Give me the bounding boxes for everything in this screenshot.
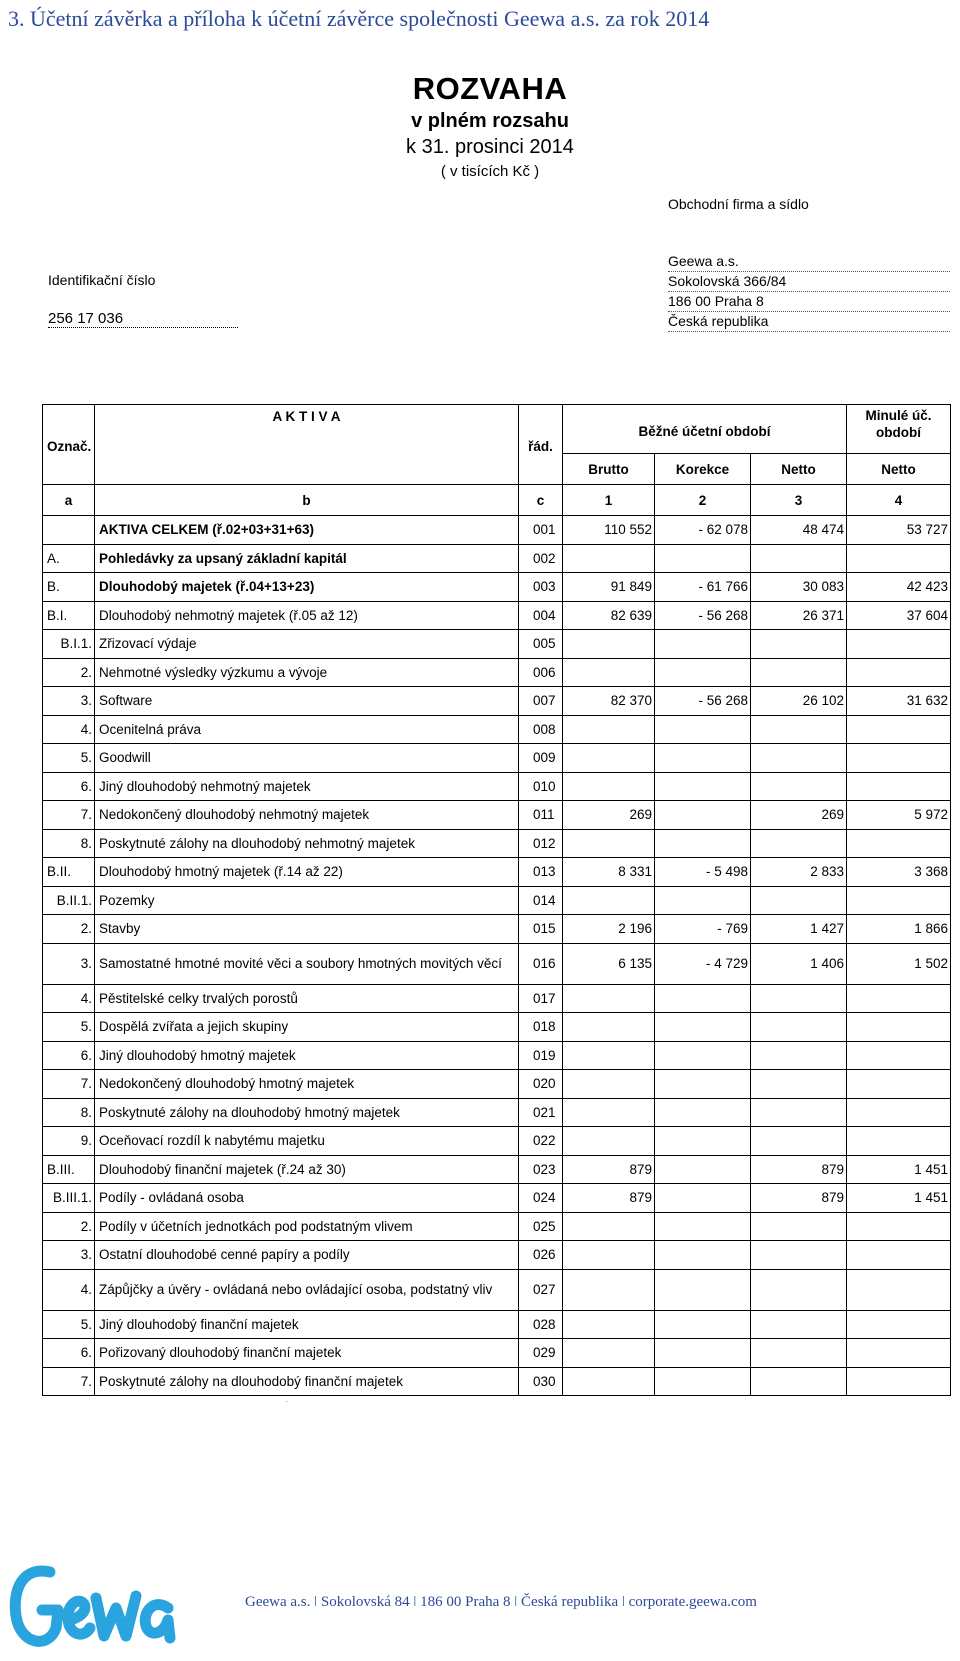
table-row — [43, 1310, 951, 1339]
table-row — [43, 1041, 951, 1070]
table-row — [43, 744, 951, 773]
row-number: 028 — [519, 1310, 563, 1339]
row-code: 5. — [43, 744, 95, 773]
row-number: 015 — [519, 915, 563, 944]
value-brutto — [563, 544, 655, 573]
value-netto — [751, 630, 847, 659]
row-number: 024 — [519, 1184, 563, 1213]
table-header-row-3 — [43, 485, 951, 516]
value-korekce — [655, 801, 751, 830]
row-description: Jiný dlouhodobý nehmotný majetek — [95, 772, 519, 801]
value-netto: 2 833 — [751, 858, 847, 887]
value-brutto: 2 196 — [563, 915, 655, 944]
table-row — [43, 544, 951, 573]
value-netto-prev — [847, 1212, 951, 1241]
table-row — [43, 1184, 951, 1213]
value-brutto: 91 849 — [563, 573, 655, 602]
row-description: Nedokončený dlouhodobý hmotný majetek — [95, 1070, 519, 1099]
row-code: 6. — [43, 772, 95, 801]
value-korekce — [655, 744, 751, 773]
row-description: Poskytnuté zálohy na dlouhodobý finanční majetek — [95, 1367, 519, 1396]
row-code: 5. — [43, 1013, 95, 1042]
row-description: Jiný dlouhodobý finanční majetek — [95, 1310, 519, 1339]
company-street: Sokolovská 366/84 — [668, 272, 950, 292]
value-netto — [751, 1212, 847, 1241]
value-netto — [751, 1310, 847, 1339]
row-description: Dospělá zvířata a jejich skupiny — [95, 1013, 519, 1042]
value-brutto — [563, 1013, 655, 1042]
table-row — [43, 715, 951, 744]
value-netto-prev — [847, 1098, 951, 1127]
value-netto: 30 083 — [751, 573, 847, 602]
header-minule: Minulé úč. období — [847, 405, 951, 454]
table-row — [43, 984, 951, 1013]
row-code: B.III.1. — [43, 1184, 95, 1213]
value-brutto: 879 — [563, 1155, 655, 1184]
header-col-4: 4 — [847, 485, 951, 516]
row-code: B. — [43, 573, 95, 602]
table-row — [43, 1269, 951, 1310]
page-footer: Geewa a.s. ǀ Sokolovská 84 ǀ 186 00 Praha 8 ǀ Česká republika ǀ corporate.geewa.com — [245, 1594, 757, 1610]
row-code: 4. — [43, 984, 95, 1013]
scan-artifact: · — [285, 1396, 289, 1407]
table-row — [43, 1339, 951, 1368]
header-bezne: Běžné účetní období — [563, 405, 847, 454]
table-row — [43, 658, 951, 687]
header-col-c: c — [519, 485, 563, 516]
company-country: Česká republika — [668, 312, 950, 332]
header-col-3: 3 — [751, 485, 847, 516]
value-korekce — [655, 1041, 751, 1070]
value-brutto — [563, 630, 655, 659]
value-korekce — [655, 1127, 751, 1156]
value-netto-prev: 53 727 — [847, 516, 951, 545]
table-row — [43, 1098, 951, 1127]
value-korekce — [655, 1013, 751, 1042]
table-row — [43, 573, 951, 602]
value-korekce: - 56 268 — [655, 687, 751, 716]
value-netto-prev — [847, 772, 951, 801]
value-korekce — [655, 1098, 751, 1127]
table-row — [43, 630, 951, 659]
value-brutto — [563, 1127, 655, 1156]
value-brutto — [563, 829, 655, 858]
value-netto — [751, 772, 847, 801]
firma-label: Obchodní firma a sídlo — [668, 196, 809, 212]
row-description: Oceňovací rozdíl k nabytému majetku — [95, 1127, 519, 1156]
row-number: 021 — [519, 1098, 563, 1127]
row-code: 3. — [43, 1241, 95, 1270]
row-number: 019 — [519, 1041, 563, 1070]
row-description: Poskytnuté zálohy na dlouhodobý nehmotný majetek — [95, 829, 519, 858]
table-row — [43, 601, 951, 630]
table-row — [43, 1212, 951, 1241]
value-netto — [751, 829, 847, 858]
value-netto-prev — [847, 715, 951, 744]
value-brutto — [563, 1070, 655, 1099]
table-row — [43, 915, 951, 944]
table-row — [43, 516, 951, 545]
value-korekce — [655, 886, 751, 915]
row-number: 030 — [519, 1367, 563, 1396]
table-row — [43, 772, 951, 801]
row-description: Poskytnuté zálohy na dlouhodobý hmotný majetek — [95, 1098, 519, 1127]
row-code: A. — [43, 544, 95, 573]
row-description: Pěstitelské celky trvalých porostů — [95, 984, 519, 1013]
row-code: 8. — [43, 1098, 95, 1127]
row-code: 3. — [43, 943, 95, 984]
value-netto-prev — [847, 1241, 951, 1270]
value-netto-prev — [847, 1367, 951, 1396]
value-korekce: - 61 766 — [655, 573, 751, 602]
value-korekce: - 62 078 — [655, 516, 751, 545]
value-brutto: 82 370 — [563, 687, 655, 716]
row-code: B.I.1. — [43, 630, 95, 659]
row-code — [43, 516, 95, 545]
value-brutto — [563, 1310, 655, 1339]
value-netto — [751, 744, 847, 773]
row-number: 001 — [519, 516, 563, 545]
value-netto-prev: 1 866 — [847, 915, 951, 944]
table-row — [43, 886, 951, 915]
value-netto — [751, 658, 847, 687]
row-description: Podíly - ovládaná osoba — [95, 1184, 519, 1213]
value-netto-prev: 1 451 — [847, 1155, 951, 1184]
value-brutto: 8 331 — [563, 858, 655, 887]
value-netto-prev — [847, 630, 951, 659]
header-aktiva: A K T I V A — [95, 405, 519, 485]
value-netto — [751, 1339, 847, 1368]
value-netto-prev — [847, 984, 951, 1013]
value-brutto: 6 135 — [563, 943, 655, 984]
row-number: 010 — [519, 772, 563, 801]
row-code: 5. — [43, 1310, 95, 1339]
row-code: 9. — [43, 1127, 95, 1156]
row-number: 018 — [519, 1013, 563, 1042]
value-netto — [751, 984, 847, 1013]
row-number: 023 — [519, 1155, 563, 1184]
value-korekce — [655, 658, 751, 687]
value-netto-prev: 3 368 — [847, 858, 951, 887]
row-number: 029 — [519, 1339, 563, 1368]
ic-value: 256 17 036 — [48, 310, 238, 328]
value-korekce — [655, 1269, 751, 1310]
value-netto-prev — [847, 1041, 951, 1070]
value-brutto: 110 552 — [563, 516, 655, 545]
header-korekce: Korekce — [655, 454, 751, 485]
value-netto — [751, 1127, 847, 1156]
value-korekce: - 56 268 — [655, 601, 751, 630]
table-row — [43, 687, 951, 716]
value-brutto: 82 639 — [563, 601, 655, 630]
value-netto: 26 371 — [751, 601, 847, 630]
row-code: 2. — [43, 915, 95, 944]
table-row — [43, 829, 951, 858]
value-brutto — [563, 1269, 655, 1310]
value-brutto — [563, 1367, 655, 1396]
table-row — [43, 1155, 951, 1184]
value-netto-prev — [847, 744, 951, 773]
title-block — [380, 70, 600, 184]
row-code: B.II. — [43, 858, 95, 887]
row-code: 4. — [43, 715, 95, 744]
balance-sheet-table — [42, 404, 951, 1396]
value-korekce — [655, 1367, 751, 1396]
value-netto — [751, 886, 847, 915]
row-description: AKTIVA CELKEM (ř.02+03+31+63) — [95, 516, 519, 545]
row-code: 3. — [43, 687, 95, 716]
document-header: 3. Účetní závěrka a příloha k účetní závěrce společnosti Geewa a.s. za rok 2014 — [8, 6, 710, 31]
value-brutto — [563, 1098, 655, 1127]
value-netto: 1 406 — [751, 943, 847, 984]
value-netto: 26 102 — [751, 687, 847, 716]
page-title: ROZVAHA — [412, 71, 568, 106]
table-row — [43, 1070, 951, 1099]
row-number: 005 — [519, 630, 563, 659]
row-code: B.I. — [43, 601, 95, 630]
row-code: 7. — [43, 801, 95, 830]
page-subtitle: v plném rozsahu — [411, 110, 569, 132]
value-brutto — [563, 984, 655, 1013]
row-code: B.III. — [43, 1155, 95, 1184]
row-code: 2. — [43, 1212, 95, 1241]
value-netto-prev: 1 502 — [847, 943, 951, 984]
value-netto-prev — [847, 1339, 951, 1368]
row-description: Zápůjčky a úvěry - ovládaná nebo ovládající osoba, podstatný vliv — [95, 1269, 519, 1310]
row-number: 002 — [519, 544, 563, 573]
row-description: Pozemky — [95, 886, 519, 915]
row-number: 006 — [519, 658, 563, 687]
row-description: Samostatné hmotné movité věci a soubory hmotných movitých věcí — [95, 943, 519, 984]
value-netto-prev — [847, 1013, 951, 1042]
value-korekce — [655, 1184, 751, 1213]
row-description: Dlouhodobý majetek (ř.04+13+23) — [95, 573, 519, 602]
value-netto — [751, 1367, 847, 1396]
row-description: Nedokončený dlouhodobý nehmotný majetek — [95, 801, 519, 830]
row-number: 011 — [519, 801, 563, 830]
value-brutto — [563, 1339, 655, 1368]
row-number: 008 — [519, 715, 563, 744]
row-description: Software — [95, 687, 519, 716]
value-korekce — [655, 544, 751, 573]
value-netto-prev: 1 451 — [847, 1184, 951, 1213]
value-netto — [751, 1070, 847, 1099]
company-name: Geewa a.s. — [668, 252, 950, 272]
row-code: 8. — [43, 829, 95, 858]
geewa-logo — [4, 1558, 182, 1658]
value-brutto — [563, 744, 655, 773]
value-netto — [751, 1013, 847, 1042]
value-netto: 48 474 — [751, 516, 847, 545]
row-code: 7. — [43, 1367, 95, 1396]
header-col-2: 2 — [655, 485, 751, 516]
row-code: 4. — [43, 1269, 95, 1310]
value-korekce — [655, 1155, 751, 1184]
value-korekce: - 4 729 — [655, 943, 751, 984]
value-netto-prev: 31 632 — [847, 687, 951, 716]
row-number: 027 — [519, 1269, 563, 1310]
value-brutto — [563, 1041, 655, 1070]
row-code: 2. — [43, 658, 95, 687]
value-brutto — [563, 772, 655, 801]
value-korekce — [655, 772, 751, 801]
row-number: 009 — [519, 744, 563, 773]
company-city: 186 00 Praha 8 — [668, 292, 950, 312]
row-code: 6. — [43, 1339, 95, 1368]
value-brutto — [563, 1212, 655, 1241]
table-row — [43, 858, 951, 887]
value-netto — [751, 1041, 847, 1070]
row-number: 007 — [519, 687, 563, 716]
row-description: Nehmotné výsledky výzkumu a vývoje — [95, 658, 519, 687]
row-number: 003 — [519, 573, 563, 602]
row-number: 004 — [519, 601, 563, 630]
row-number: 017 — [519, 984, 563, 1013]
value-netto: 879 — [751, 1184, 847, 1213]
table-row — [43, 1241, 951, 1270]
row-number: 025 — [519, 1212, 563, 1241]
value-brutto — [563, 715, 655, 744]
value-brutto — [563, 658, 655, 687]
value-netto: 879 — [751, 1155, 847, 1184]
row-number: 026 — [519, 1241, 563, 1270]
value-brutto — [563, 1241, 655, 1270]
row-description: Dlouhodobý nehmotný majetek (ř.05 až 12) — [95, 601, 519, 630]
header-col-a: a — [43, 485, 95, 516]
value-korekce: - 769 — [655, 915, 751, 944]
value-korekce — [655, 1070, 751, 1099]
value-korekce — [655, 1241, 751, 1270]
value-netto-prev: 42 423 — [847, 573, 951, 602]
row-description: Dlouhodobý hmotný majetek (ř.14 až 22) — [95, 858, 519, 887]
value-netto-prev — [847, 886, 951, 915]
table-row — [43, 943, 951, 984]
table-row — [43, 1013, 951, 1042]
row-description: Ostatní dlouhodobé cenné papíry a podíly — [95, 1241, 519, 1270]
row-code: 7. — [43, 1070, 95, 1099]
header-rad: řád. — [519, 405, 563, 485]
currency-unit: ( v tisících Kč ) — [440, 163, 540, 180]
table-row — [43, 1127, 951, 1156]
value-korekce — [655, 1310, 751, 1339]
row-number: 022 — [519, 1127, 563, 1156]
header-col-1: 1 — [563, 485, 655, 516]
value-brutto: 879 — [563, 1184, 655, 1213]
table-header-row-1 — [43, 405, 951, 454]
ic-label: Identifikační číslo — [48, 272, 156, 288]
company-address — [668, 252, 950, 332]
header-netto: Netto — [751, 454, 847, 485]
balance-date: k 31. prosinci 2014 — [406, 136, 574, 158]
value-netto-prev — [847, 544, 951, 573]
row-number: 014 — [519, 886, 563, 915]
value-netto — [751, 1269, 847, 1310]
value-netto — [751, 544, 847, 573]
row-number: 013 — [519, 858, 563, 887]
row-description: Goodwill — [95, 744, 519, 773]
value-netto — [751, 1241, 847, 1270]
header-brutto: Brutto — [563, 454, 655, 485]
value-korekce — [655, 1339, 751, 1368]
value-brutto: 269 — [563, 801, 655, 830]
value-korekce — [655, 829, 751, 858]
value-korekce — [655, 715, 751, 744]
value-netto-prev — [847, 829, 951, 858]
value-netto-prev — [847, 658, 951, 687]
row-number: 020 — [519, 1070, 563, 1099]
header-col-b: b — [95, 485, 519, 516]
row-description: Stavby — [95, 915, 519, 944]
value-netto-prev — [847, 1127, 951, 1156]
row-description: Jiný dlouhodobý hmotný majetek — [95, 1041, 519, 1070]
row-description: Pořizovaný dlouhodobý finanční majetek — [95, 1339, 519, 1368]
header-netto-prev: Netto — [847, 454, 951, 485]
value-netto — [751, 715, 847, 744]
value-netto-prev — [847, 1310, 951, 1339]
value-korekce — [655, 984, 751, 1013]
value-korekce: - 5 498 — [655, 858, 751, 887]
table-row — [43, 801, 951, 830]
header-oznac: Označ. — [43, 405, 95, 485]
row-description: Ocenitelná práva — [95, 715, 519, 744]
row-description: Podíly v účetních jednotkách pod podstatným vlivem — [95, 1212, 519, 1241]
row-description: Zřizovací výdaje — [95, 630, 519, 659]
value-netto-prev: 5 972 — [847, 801, 951, 830]
value-brutto — [563, 886, 655, 915]
value-korekce — [655, 1212, 751, 1241]
table-row — [43, 1367, 951, 1396]
row-code: B.II.1. — [43, 886, 95, 915]
value-korekce — [655, 630, 751, 659]
row-number: 016 — [519, 943, 563, 984]
row-description: Dlouhodobý finanční majetek (ř.24 až 30) — [95, 1155, 519, 1184]
value-netto-prev — [847, 1070, 951, 1099]
value-netto: 1 427 — [751, 915, 847, 944]
value-netto-prev — [847, 1269, 951, 1310]
row-code: 6. — [43, 1041, 95, 1070]
row-description: Pohledávky za upsaný základní kapitál — [95, 544, 519, 573]
row-number: 012 — [519, 829, 563, 858]
value-netto-prev: 37 604 — [847, 601, 951, 630]
value-netto — [751, 1098, 847, 1127]
value-netto: 269 — [751, 801, 847, 830]
